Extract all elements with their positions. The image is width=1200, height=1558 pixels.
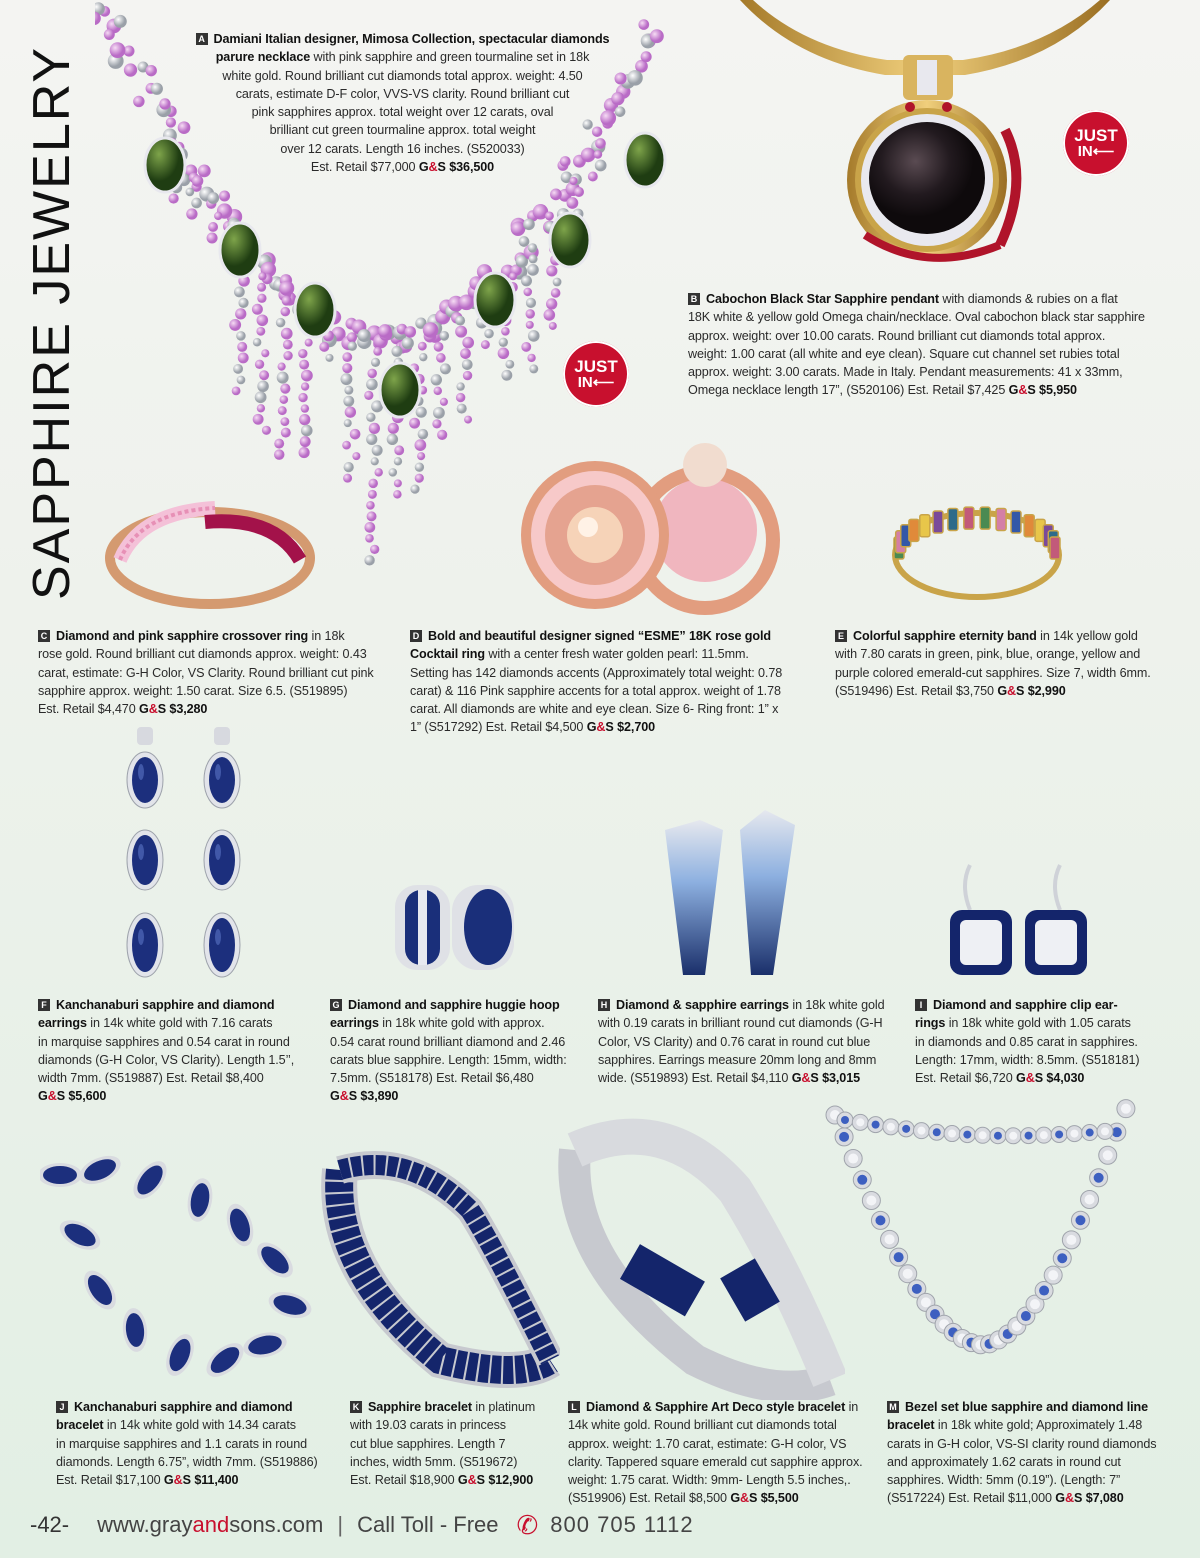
description-line — [598, 1069, 918, 1087]
product-image-i-earrings — [945, 855, 1095, 980]
gs-price: G&S $4,030 — [1016, 1071, 1085, 1086]
item-letter: C — [38, 630, 50, 642]
description-text: carats blue sapphire. Length: 15mm, width: — [330, 1052, 567, 1067]
description-text: 18K white & yellow gold Omega chain/necklace. Oval cabochon black star sapphire — [688, 310, 1145, 325]
gs-price: G&S $3,890 — [330, 1089, 399, 1104]
description-line — [180, 30, 625, 48]
product-m — [887, 1398, 1187, 1508]
description-text: in 18k white gold with 1.05 carats — [945, 1016, 1131, 1031]
product-f — [38, 996, 328, 1106]
description-text: carats, estimate D-F color, VVS-VS clarity. Round brilliant cut — [235, 86, 570, 101]
product-name: Diamond and sapphire huggie hoop — [348, 998, 560, 1012]
description-line — [688, 345, 1178, 363]
just-in-badge — [1063, 110, 1129, 176]
description-text: Length: 17mm, width: 8.5mm. (S518181) — [915, 1052, 1140, 1067]
description-text: with 7.80 carats in green, pink, blue, orange, yellow and — [835, 647, 1141, 662]
item-letter: K — [350, 1401, 362, 1413]
gs-price: G&S $2,990 — [997, 683, 1066, 698]
description-line — [688, 308, 1178, 326]
description-line — [410, 664, 820, 682]
description-line — [835, 682, 1175, 700]
description-line — [410, 627, 820, 645]
description-text: (S519496) Est. Retail $3,750 — [835, 683, 998, 698]
description-line — [410, 700, 820, 718]
call-label: Call Toll - Free — [357, 1512, 499, 1537]
item-letter: L — [568, 1401, 580, 1413]
description-line — [350, 1416, 560, 1434]
description-text: purple colored emerald-cut sapphires. Size 7, width 6mm. — [835, 665, 1151, 680]
description-line — [180, 85, 625, 103]
description-text: pink sapphires approx. total weight over 12 carats, oval — [251, 105, 554, 120]
product-name: Diamond & sapphire earrings — [616, 998, 789, 1012]
product-name: Cabochon Black Star Sapphire pendant — [706, 292, 939, 306]
footer — [30, 1505, 694, 1545]
description-text: carats in G-H color, VS-SI clarity round diamonds — [887, 1436, 1157, 1451]
description-text: in diamonds and 0.85 carat in sapphires. — [915, 1034, 1138, 1049]
description-line — [350, 1435, 560, 1453]
description-text: width 7mm. (S519887) Est. Retail $8,400 — [38, 1071, 264, 1086]
description-line — [410, 718, 820, 736]
product-name: Bezel set blue sapphire and diamond line — [905, 1400, 1149, 1414]
description-text: Est. Retail $17,100 — [56, 1473, 164, 1488]
description-text: 14k white gold. Round brilliant cut diamonds total — [568, 1418, 837, 1433]
product-j — [56, 1398, 356, 1489]
product-name: bracelet — [56, 1418, 104, 1433]
product-name: Kanchanaburi sapphire and diamond — [56, 998, 275, 1012]
product-image-j-bracelet — [40, 1145, 315, 1395]
description-text: in 18k white gold; Approximately 1.48 — [934, 1418, 1143, 1433]
description-text: with pink sapphire and green tourmaline set in 18k — [310, 50, 590, 65]
website-link[interactable] — [97, 1512, 323, 1538]
product-name: Diamond & Sapphire Art Deco style bracelet — [586, 1400, 846, 1414]
description-line — [598, 1051, 918, 1069]
description-line — [38, 664, 398, 682]
product-e — [835, 627, 1175, 700]
description-text: Est. Retail $6,720 — [915, 1071, 1017, 1086]
item-letter: E — [835, 630, 847, 642]
description-line — [598, 1014, 918, 1032]
description-line — [38, 627, 398, 645]
description-line — [38, 1087, 328, 1105]
item-letter: I — [915, 999, 927, 1011]
description-line — [38, 700, 398, 718]
description-line — [180, 140, 625, 158]
description-line — [887, 1453, 1187, 1471]
description-line — [915, 1069, 1185, 1087]
item-letter: J — [56, 1401, 68, 1413]
description-text: sapphire approx. weight: 1.50 carat. Size 6.5. (S519895) — [38, 683, 348, 698]
description-line — [56, 1416, 356, 1434]
badge-text-2: IN⟵ — [577, 373, 615, 391]
product-d — [410, 627, 820, 737]
gs-price: G&S $5,950 — [1008, 383, 1077, 398]
description-line — [568, 1471, 888, 1489]
site-and: and — [192, 1512, 230, 1537]
page-title: SAPPHIRE JEWELRY — [23, 45, 81, 600]
description-line — [915, 1051, 1185, 1069]
description-text: in 14k yellow gold — [1036, 629, 1138, 643]
description-text: 7.5mm. (S518178) Est. Retail $6,480 — [330, 1071, 534, 1086]
description-line — [688, 363, 1178, 381]
description-text: diamonds. Length 6.75”, width 7mm. (S519886) — [56, 1454, 318, 1469]
description-line — [568, 1398, 888, 1416]
badge-text-2: IN⟵ — [1077, 142, 1115, 160]
description-text: cut blue sapphires. Length 7 — [350, 1436, 506, 1451]
product-name: earrings — [38, 1016, 87, 1031]
description-line — [180, 103, 625, 121]
description-text: in 14k white gold with 7.16 carats — [86, 1016, 273, 1031]
footer-separator: | — [337, 1512, 344, 1537]
description-text: over 12 carats. Length 16 inches. (S520033) — [280, 141, 525, 156]
description-text: wide. (S519893) Est. Retail $4,110 — [598, 1071, 792, 1086]
description-line — [887, 1471, 1187, 1489]
gs-price: G&S $7,080 — [1055, 1491, 1124, 1506]
description-text: Setting has 142 diamonds accents (Approximately total weight: 0.78 — [410, 665, 783, 680]
product-image-f-earrings — [110, 725, 260, 1000]
gs-price: G&S $11,400 — [163, 1473, 239, 1488]
item-letter: A — [196, 33, 208, 45]
description-text: in 18k white gold — [788, 998, 885, 1012]
product-name: earrings — [330, 1016, 379, 1031]
description-text: with 0.19 carats in brilliant round cut diamonds (G-H — [598, 1016, 883, 1031]
description-line — [330, 1033, 590, 1051]
site-prefix: www.gray — [97, 1512, 193, 1537]
description-text: weight: 1.75 carat. Width: 9mm- Length 5.5 inches,. — [568, 1473, 851, 1488]
description-text: weight: 1.00 carat (all white and eye clean). Square cut channel set rubies total — [688, 346, 1120, 361]
description-line — [887, 1416, 1187, 1434]
description-text: brilliant cut green tourmaline approx. total weight — [269, 123, 536, 138]
phone-icon: ✆ — [516, 1509, 539, 1540]
description-text: Omega necklace length 17”, (S520106) Est. Retail $7,425 — [688, 383, 1009, 398]
product-name: Diamond and sapphire clip ear- — [933, 998, 1118, 1012]
product-h — [598, 996, 918, 1087]
item-letter: F — [38, 999, 50, 1011]
description-line — [38, 1069, 328, 1087]
description-line — [38, 682, 398, 700]
description-text: Est. Retail $18,900 — [350, 1473, 458, 1488]
description-line — [887, 1398, 1187, 1416]
gs-price: G&S $3,015 — [791, 1071, 861, 1086]
description-text: Est. Retail $77,000 — [310, 160, 416, 175]
product-name: Bold and beautiful designer signed “ESME” 18K rose gold — [428, 629, 771, 643]
description-line — [688, 327, 1178, 345]
description-text: with diamonds & rubies on a flat — [938, 292, 1118, 306]
description-line — [410, 645, 820, 663]
description-line — [180, 67, 625, 85]
product-a — [180, 30, 625, 176]
product-image-h-earrings — [655, 800, 805, 985]
description-line — [887, 1489, 1187, 1507]
description-line — [38, 1014, 328, 1032]
description-text: clarity. Tappered square emerald cut sapphire approx. — [568, 1454, 863, 1469]
description-line — [56, 1435, 356, 1453]
description-line — [887, 1435, 1187, 1453]
description-line — [835, 645, 1175, 663]
description-line — [56, 1471, 356, 1489]
description-line — [330, 1051, 590, 1069]
description-text: rose gold. Round brilliant cut diamonds approx. weight: 0.43 — [38, 647, 367, 662]
product-image-d-rings — [510, 435, 800, 620]
description-text: with a center fresh water golden pearl: 11.5mm. — [484, 647, 749, 662]
description-line — [915, 996, 1185, 1014]
description-text: in platinum — [472, 1400, 536, 1414]
product-image-b-pendant — [735, 0, 1118, 285]
description-text: carat, estimate: G-H Color, VS Clarity. Round brilliant cut pink — [38, 665, 374, 680]
description-line — [350, 1398, 560, 1416]
phone-number[interactable]: 800 705 1112 — [550, 1512, 694, 1537]
product-name: Diamond and pink sapphire crossover ring — [56, 629, 309, 643]
description-text: and approximately 1.62 carats in round cut — [887, 1454, 1121, 1469]
description-text: in — [845, 1400, 859, 1414]
product-image-k-bracelet — [320, 1150, 560, 1390]
description-text: in 14k white gold with 14.34 carats — [103, 1418, 296, 1433]
description-line — [598, 1033, 918, 1051]
description-text: sapphires. Earrings measure 20mm long and 8mm — [598, 1052, 877, 1067]
description-line — [688, 381, 1178, 399]
product-name: Colorful sapphire eternity band — [853, 629, 1037, 643]
product-image-e-band — [890, 495, 1065, 610]
description-text: with 19.03 carats in princess — [350, 1418, 506, 1433]
product-name: Cocktail ring — [410, 647, 485, 662]
gs-price: G&S $36,500 — [418, 160, 495, 175]
description-text: in 18k white gold with approx. — [378, 1016, 545, 1031]
description-text: approx. weight: 3.00 carats. Made in Italy. Pendant measurements: 41 x 33mm, — [688, 365, 1123, 380]
description-line — [38, 1051, 328, 1069]
description-text: sapphires. Width: 5mm (0.19”). (Length: 7” — [887, 1473, 1121, 1488]
description-line — [180, 48, 625, 66]
item-letter: M — [887, 1401, 899, 1413]
product-k — [350, 1398, 560, 1489]
description-line — [330, 1014, 590, 1032]
description-line — [180, 121, 625, 139]
page-title-container — [20, 45, 84, 600]
product-image-c-ring — [100, 490, 320, 615]
product-name: Damiani Italian designer, Mimosa Collection, spectacular diamonds — [213, 32, 610, 46]
gs-price: G&S $5,600 — [38, 1089, 107, 1104]
description-text: (S519906) Est. Retail $8,500 — [568, 1491, 731, 1506]
product-name: Kanchanaburi sapphire and diamond — [74, 1400, 293, 1414]
description-text: (S517224) Est. Retail $11,000 — [887, 1491, 1056, 1506]
site-suffix: sons.com — [229, 1512, 324, 1537]
product-b — [688, 290, 1178, 400]
gs-price: G&S $5,500 — [730, 1491, 799, 1506]
description-line — [56, 1453, 356, 1471]
description-text: diamonds (G-H Color, VS Clarity). Length 1.5’’, — [38, 1052, 295, 1067]
badge-text: JUST — [1074, 125, 1118, 145]
item-letter: D — [410, 630, 422, 642]
product-image-m-bracelet — [825, 1095, 1155, 1405]
description-line — [38, 996, 328, 1014]
description-line — [330, 1069, 590, 1087]
product-name: parure necklace — [215, 50, 311, 65]
description-line — [915, 1033, 1185, 1051]
description-text: Color, VS Clarity) and 0.76 carat in round cut blue — [598, 1034, 871, 1049]
description-line — [56, 1398, 356, 1416]
just-in-badge — [563, 341, 629, 407]
product-l — [568, 1398, 888, 1508]
description-line — [38, 645, 398, 663]
description-text: carat) & 116 Pink sapphire accents for a total approx. weight of 1.78 — [410, 683, 781, 698]
description-text: 0.54 carat round brilliant diamond and 2.46 — [330, 1034, 566, 1049]
product-name: bracelet — [887, 1418, 935, 1433]
item-letter: B — [688, 293, 700, 305]
description-text: white gold. Round brilliant cut diamonds total approx. weight: 4.50 — [222, 68, 583, 83]
gs-price: G&S $3,280 — [139, 702, 208, 717]
description-line — [568, 1453, 888, 1471]
product-name: rings — [915, 1016, 946, 1031]
description-line — [568, 1416, 888, 1434]
description-text: in marquise sapphires and 1.1 carats in round — [56, 1436, 308, 1451]
description-text: approx. weight: 1.70 carat, estimate: G-H color, VS — [568, 1436, 847, 1451]
gs-price: G&S $2,700 — [586, 720, 656, 735]
description-text: in marquise sapphires and 0.54 carat in round — [38, 1034, 290, 1049]
gs-price: G&S $12,900 — [457, 1473, 534, 1488]
description-line — [410, 682, 820, 700]
description-line — [330, 1087, 590, 1105]
description-text: inches, width 5mm. (S519672) — [350, 1454, 518, 1469]
item-letter: H — [598, 999, 610, 1011]
product-image-g-huggies — [390, 880, 520, 975]
description-line — [915, 1014, 1185, 1032]
description-text: 1” (S517292) Est. Retail $4,500 — [410, 720, 587, 735]
description-text: carat. All diamonds are white and eye clean. Size 6- Ring front: 1” x — [410, 702, 779, 717]
description-line — [180, 158, 625, 176]
description-line — [835, 664, 1175, 682]
product-g — [330, 996, 590, 1106]
product-c — [38, 627, 398, 718]
description-line — [598, 996, 918, 1014]
product-image-l-bracelet — [555, 1110, 845, 1400]
description-text: approx. weight: over 10.00 carats. Round brilliant cut diamonds total approx. — [688, 328, 1106, 343]
description-line — [330, 996, 590, 1014]
description-line — [350, 1453, 560, 1471]
description-line — [835, 627, 1175, 645]
item-letter: G — [330, 999, 342, 1011]
description-line — [568, 1435, 888, 1453]
product-i — [915, 996, 1185, 1087]
description-text: in 18k — [308, 629, 345, 643]
description-text: Est. Retail $4,470 — [38, 702, 140, 717]
badge-text: JUST — [574, 356, 618, 376]
description-line — [350, 1471, 560, 1489]
description-line — [38, 1033, 328, 1051]
description-line — [688, 290, 1178, 308]
product-name: Sapphire bracelet — [368, 1400, 472, 1414]
page-number: -42- — [30, 1512, 70, 1537]
